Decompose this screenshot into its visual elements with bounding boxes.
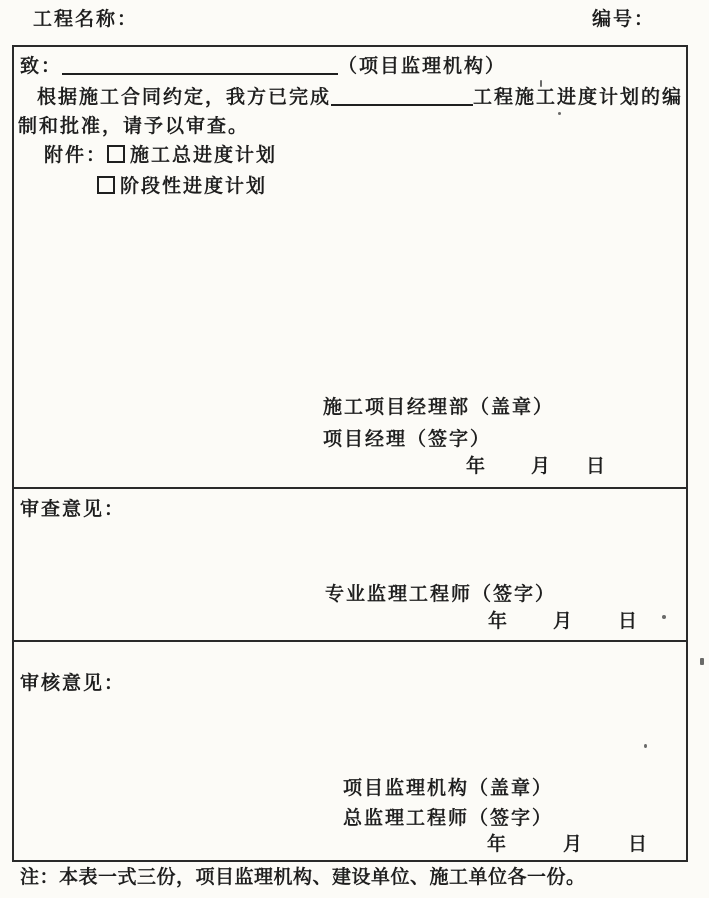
supervision-org-blank-field[interactable] xyxy=(62,59,338,75)
day-label: 日 xyxy=(586,456,608,477)
footer-note: 注：本表一式三份，项目监理机构、建设单位、施工单位各一份。 xyxy=(20,867,586,888)
date-line-section3 xyxy=(487,834,649,856)
scan-speck xyxy=(644,744,647,748)
chief-supervising-engineer-signature-label: 总监理工程师（签字） xyxy=(343,808,554,829)
month-label: 月 xyxy=(563,834,585,855)
body-line-2: 制和批准，请予以审查。 xyxy=(18,116,250,137)
month-label: 月 xyxy=(531,456,553,477)
body-line-1 xyxy=(37,87,683,109)
body-line1-suffix: 工程施工进度计划的编 xyxy=(473,87,684,108)
section-divider-2 xyxy=(12,640,688,642)
to-label: 致： xyxy=(20,56,63,77)
month-label: 月 xyxy=(553,611,575,632)
attachments-label: 附件： xyxy=(44,145,108,166)
scan-speck xyxy=(558,112,561,115)
scan-speck xyxy=(700,658,704,665)
specialty-supervising-engineer-signature-label: 专业监理工程师（签字） xyxy=(325,584,557,605)
to-suffix: （项目监理机构） xyxy=(338,56,507,77)
attachment-item-label: 施工总进度计划 xyxy=(130,145,278,166)
year-label: 年 xyxy=(488,611,510,632)
body-line1-prefix: 根据施工合同约定，我方已完成 xyxy=(37,87,332,108)
supervision-org-seal-label: 项目监理机构（盖章） xyxy=(343,778,554,799)
audit-opinion-title: 审核意见： xyxy=(20,673,126,694)
date-line-section2 xyxy=(488,611,639,633)
to-line xyxy=(20,56,506,78)
checkbox-total-schedule[interactable] xyxy=(107,145,125,163)
section-divider-1 xyxy=(12,487,688,489)
project-name-label: 工程名称： xyxy=(33,9,139,30)
contractor-dept-seal-label: 施工项目经理部（盖章） xyxy=(323,397,555,418)
project-title-blank-field[interactable] xyxy=(331,90,473,106)
year-label: 年 xyxy=(466,456,488,477)
form-number-label: 编号： xyxy=(592,9,656,30)
day-label: 日 xyxy=(628,834,650,855)
scan-speck xyxy=(540,80,542,87)
scan-speck xyxy=(662,615,666,619)
attachment-item-label: 阶段性进度计划 xyxy=(120,176,268,197)
day-label: 日 xyxy=(618,611,640,632)
attachments-row-2 xyxy=(97,176,267,198)
date-line-section1 xyxy=(466,456,607,478)
form-border-box xyxy=(12,45,688,862)
attachments-row-1 xyxy=(44,145,277,167)
review-opinion-title: 审查意见： xyxy=(20,499,126,520)
checkbox-phase-schedule[interactable] xyxy=(97,176,115,194)
year-label: 年 xyxy=(487,834,509,855)
project-manager-signature-label: 项目经理（签字） xyxy=(323,429,492,450)
